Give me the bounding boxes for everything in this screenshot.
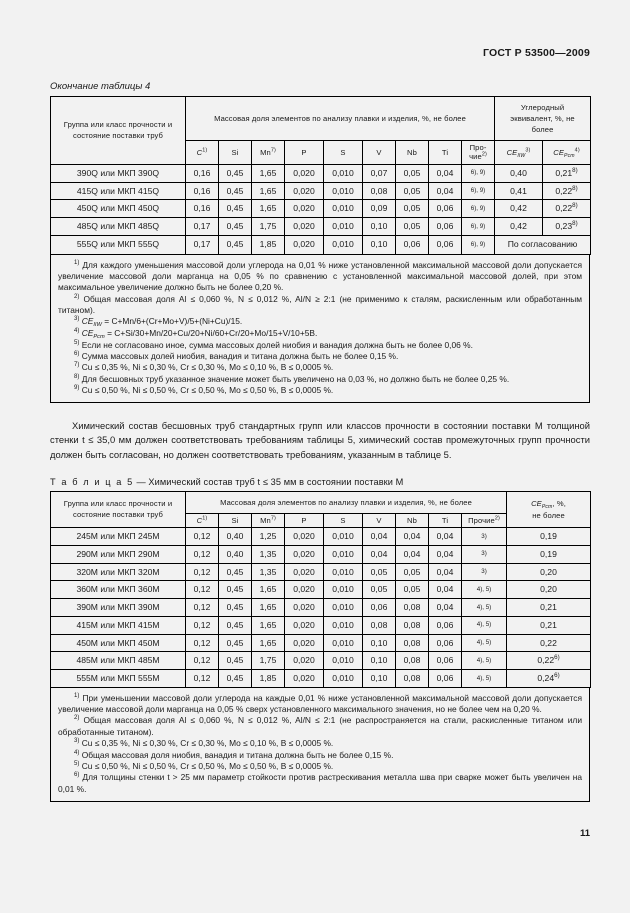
table-row [51,581,591,599]
table-row [51,652,591,670]
table4-subhead-si: Si [219,141,252,165]
table5-cell-c: 0,12 [186,670,219,688]
table4-cell-other: 6), 9) [462,218,495,236]
table5-cell-other: 3) [462,528,507,546]
table4-cell-nb: 0,05 [396,182,429,200]
table5-row-name: 415М или МКП 415М [51,616,186,634]
table5-cell-ce: 0,19 [507,545,591,563]
table5-row-name: 485М или МКП 485М [51,652,186,670]
table5-cell-mn: 1,75 [252,652,285,670]
table5-cell-v: 0,06 [363,599,396,617]
table5-col-massfraction-header: Массовая доля элементов по анализу плавки и изделия, %, не более [186,491,507,513]
table4-row-name: 415Q или МКП 415Q [51,182,186,200]
table5-cell-ce: 0,22$^{6)}$ [507,652,591,670]
table-row [51,528,591,546]
table5-cell-si: 0,45 [219,616,252,634]
table5-note-2: $^{2)}$ Общая массовая доля Al ≤ 0,060 %, N ≤ 0,012 %, Al/N ≤ 2:1 (не распространяется на стали, раскисленные титаном или обработанные титаном). [58,715,582,737]
table4-cell-v: 0,07 [363,164,396,182]
table4-cell-v: 0,09 [363,200,396,218]
table5-cell-mn: 1,35 [252,545,285,563]
table5-note-4: $^{4)}$ Общая массовая доля ниобия, ванадия и титана должна быть не более 0,15 %. [74,749,394,760]
table4-cell-c: 0,17 [186,218,219,236]
table5-cell-other: 4), 5) [462,599,507,617]
table5-cell-c: 0,12 [186,545,219,563]
table5-cell-s: 0,010 [324,634,363,652]
table5-cell-v: 0,10 [363,634,396,652]
table5-cell-v: 0,10 [363,652,396,670]
table4-note-7: $^{7)}$ Cu ≤ 0,35 %, Ni ≤ 0,30 %, Cr ≤ 0,30 %, Mo ≤ 0,10 %, B ≤ 0,0005 %. [74,362,334,373]
table5-cell-ce: 0,21 [507,599,591,617]
table5-cell-c: 0,12 [186,563,219,581]
table5-cell-ti: 0,06 [429,634,462,652]
table5-cell-si: 0,45 [219,599,252,617]
table5-cell-p: 0,020 [285,545,324,563]
table-row [51,218,591,236]
table5-cell-c: 0,12 [186,528,219,546]
table5-cell-other: 4), 5) [462,581,507,599]
table5-cell-ce: 0,20 [507,563,591,581]
table4-cell-ceiiw: 0,42 [495,200,543,218]
table5-row-name: 360М или МКП 360М [51,581,186,599]
table5-cell-s: 0,010 [324,545,363,563]
table5-cell-p: 0,020 [285,599,324,617]
table5-cell-other: 3) [462,563,507,581]
table5-cell-si: 0,45 [219,634,252,652]
table4-row-name: 485Q или МКП 485Q [51,218,186,236]
table5-notes [50,688,590,802]
table4-note-3: $^{3)}$ $CE_{IIW} = C+Mn/6+(Cr+Mo+V)/5+(Ni+Cu)/15$. [74,316,243,329]
table4-cell-s: 0,010 [324,164,363,182]
table5-cell-nb: 0,05 [396,563,429,581]
table4-cell-ceiiw: 0,41 [495,182,543,200]
table4-cell-p: 0,020 [285,182,324,200]
table5-cell-other: 3) [462,545,507,563]
table4-header-row-1 [51,97,591,141]
table4-cell-ti: 0,04 [429,182,462,200]
table5-cell-ce: 0,21 [507,616,591,634]
table4-cell-si: 0,45 [219,218,252,236]
table4-cell-other: 6), 9) [462,235,495,254]
table5-cell-v: 0,08 [363,616,396,634]
table5-cell-s: 0,010 [324,563,363,581]
table5-cell-s: 0,010 [324,581,363,599]
table5-col-carbonequiv-header: $CE_{Pcm}$, %, не более [507,491,591,527]
table5-subhead-c: $C^{1)}$ [186,513,219,527]
table5-cell-c: 0,12 [186,581,219,599]
table5-cell-mn: 1,65 [252,581,285,599]
table5-subhead-mn: Mn$^{7)}$ [252,513,285,527]
table5-cell-ti: 0,06 [429,652,462,670]
table4-col-carbonequiv-header: Углеродный эквивалент, %, не более [495,97,591,141]
table4-cell-other: 6), 9) [462,200,495,218]
table4-cell-si: 0,45 [219,200,252,218]
table5-cell-mn: 1,65 [252,634,285,652]
table5-cell-ti: 0,04 [429,545,462,563]
table5-row-name: 320М или МКП 320М [51,563,186,581]
table5-cell-ce: 0,22 [507,634,591,652]
table4-subhead-v: V [363,141,396,165]
table5-cell-mn: 1,85 [252,670,285,688]
table4-subhead-cepcm: $CE_{Pcm}^{4)}$ [543,141,591,165]
table5-cell-v: 0,05 [363,563,396,581]
table4-cell-nb: 0,05 [396,218,429,236]
table5-cell-ti: 0,06 [429,670,462,688]
table4-cell-s: 0,010 [324,182,363,200]
table5-subhead-ti: Ti [429,513,462,527]
table4-cell-ti: 0,04 [429,164,462,182]
table4-cell-cepcm: 0,23$^{8)}$ [543,218,591,236]
table4-subhead-nb: Nb [396,141,429,165]
table-row [51,599,591,617]
table5-cell-nb: 0,04 [396,528,429,546]
table5-cell-s: 0,010 [324,599,363,617]
table5-cell-si: 0,45 [219,581,252,599]
table4-col-group-header: Группа или класс прочности и состояние поставки труб [51,97,186,165]
table4-subhead-p: P [285,141,324,165]
table4-note-2: $^{2)}$ Общая массовая доля Al ≤ 0,060 %, N ≤ 0,012 %, Al/N ≥ 2:1 (не применимо к сталям, раскисленным или обработанным титаном). [58,293,583,315]
table4-note-5: $^{5)}$ Если не согласовано иное, сумма массовых долей ниобия и ванадия должна быть не более 0,06 %. [74,339,473,350]
table-row [51,235,591,254]
table4-cell-mn: 1,65 [252,182,285,200]
table-4 [50,96,591,255]
table4-subhead-other: Прочие$^{2)}$ [462,141,495,165]
table5-cell-p: 0,020 [285,652,324,670]
table5-cell-ti: 0,04 [429,563,462,581]
table4-cell-ti: 0,06 [429,235,462,254]
table5-cell-si: 0,40 [219,545,252,563]
table4-subhead-s: S [324,141,363,165]
table5-cell-v: 0,05 [363,581,396,599]
table5-cell-si: 0,45 [219,670,252,688]
table4-cell-s: 0,010 [324,218,363,236]
table4-row-name: 555Q или МКП 555Q [51,235,186,254]
table4-cell-ti: 0,06 [429,218,462,236]
table5-note-5: $^{5)}$ Cu ≤ 0,50 %, Ni ≤ 0,50 %, Cr ≤ 0,50 %, Mo ≤ 0,50 %, B ≤ 0,0005 %. [74,760,334,771]
table4-cell-c: 0,16 [186,164,219,182]
table-row [51,545,591,563]
table4-cell-mn: 1,65 [252,164,285,182]
table4-subhead-ceiiw: $CE_{IIW}^{3)}$ [495,141,543,165]
table5-cell-si: 0,45 [219,563,252,581]
table5-cell-c: 0,12 [186,652,219,670]
table5-cell-v: 0,04 [363,528,396,546]
standard-header: ГОСТ Р 53500—2009 [482,47,590,59]
table4-cell-mn: 1,85 [252,235,285,254]
table4-cell-v: 0,10 [363,235,396,254]
table4-cell-nb: 0,05 [396,164,429,182]
table4-cell-ti: 0,06 [429,200,462,218]
table4-cell-ce-merged: По согласованию [495,235,591,254]
table5-cell-v: 0,04 [363,545,396,563]
table5-subhead-si: Si [219,513,252,527]
table4-cell-si: 0,45 [219,235,252,254]
table4-cell-c: 0,16 [186,200,219,218]
table4-note-9: $^{9)}$ Cu ≤ 0,50 %, Ni ≤ 0,50 %, Cr ≤ 0,50 %, Mo ≤ 0,50 %, B ≤ 0,0005 %. [74,385,334,396]
table4-cell-mn: 1,65 [252,200,285,218]
table4-cell-cepcm: 0,21$^{8)}$ [543,164,591,182]
table4-notes [50,255,590,404]
table5-cell-nb: 0,08 [396,616,429,634]
table5-cell-other: 4), 5) [462,634,507,652]
table5-cell-c: 0,12 [186,599,219,617]
table5-row-name: 245М или МКП 245М [51,528,186,546]
table4-subhead-mn: Mn$^{7)}$ [252,141,285,165]
table5-subhead-p: P [285,513,324,527]
table5-cell-mn: 1,65 [252,616,285,634]
table4-cell-si: 0,45 [219,182,252,200]
table-row [51,200,591,218]
table-row [51,563,591,581]
table4-cell-s: 0,010 [324,200,363,218]
table4-note-6: $^{6)}$ Сумма массовых долей ниобия, ванадия и титана должна быть не более 0,15 %. [74,351,399,361]
table5-col-group-header: Группа или класс прочности и состояние поставки труб [51,491,186,527]
table5-caption: Т а б л и ц а 5 — Химический состав труб t ≤ 35 мм в состоянии поставки М [50,476,404,487]
table5-cell-ce: 0,19 [507,528,591,546]
table5-cell-s: 0,010 [324,652,363,670]
table5-cell-nb: 0,08 [396,652,429,670]
table4-row-name: 450Q или МКП 450Q [51,200,186,218]
table4-cell-nb: 0,05 [396,200,429,218]
table4-cell-si: 0,45 [219,164,252,182]
table5-cell-p: 0,020 [285,670,324,688]
table5-note-3: $^{3)}$ Cu ≤ 0,35 %, Ni ≤ 0,30 %, Cr ≤ 0,30 %, Mo ≤ 0,10 %, B ≤ 0,0005 %. [74,738,334,749]
table4-note-1: $^{1)}$ Для каждого уменьшения массовой доли углерода на 0,01 % ниже установленной максимальной массовой доли допускается увеличение массовой доли марганца на 0,05 % по сравнению с установленной максимальной массовой долей, при этом максимальное увеличение должно быть не более 0,20 %. [58,259,582,293]
table5-cell-other: 4), 5) [462,670,507,688]
table5-cell-nb: 0,08 [396,670,429,688]
table5-row-name: 555М или МКП 555М [51,670,186,688]
table4-row-name: 390Q или МКП 390Q [51,164,186,182]
table5-row-name: 390М или МКП 390М [51,599,186,617]
table5-cell-p: 0,020 [285,616,324,634]
table5-cell-other: 4), 5) [462,652,507,670]
table4-cell-v: 0,10 [363,218,396,236]
table5-cell-other: 4), 5) [462,616,507,634]
page-number: 11 [579,828,590,839]
table4-col-massfraction-header: Массовая доля элементов по анализу плавки и изделия, %, не более [186,97,495,141]
table5-cell-mn: 1,25 [252,528,285,546]
table5-row-name: 450М или МКП 450М [51,634,186,652]
table5-cell-c: 0,12 [186,634,219,652]
table5-cell-s: 0,010 [324,670,363,688]
table4-note-8: $^{8)}$ Для бесшовных труб указанное значение может быть увеличено на 0,03 %, но должно быть не более 0,25 %. [74,373,510,384]
table4-cell-other: 6), 9) [462,164,495,182]
table5-cell-si: 0,45 [219,652,252,670]
body-paragraph: Химический состав бесшовных труб стандартных групп или классов прочности в состоянии поставки М толщиной стенки t ≤ 35,0 мм должен соответствовать требованиям таблицы 5, химический состав промежуточных групп прочности должен быть согласован, но должен соответствовать требованиям, указанным в таблице 5. [50,420,590,460]
table4-cell-ceiiw: 0,42 [495,218,543,236]
table5-subhead-nb: Nb [396,513,429,527]
table4-continuation-label: Окончание таблицы 4 [50,81,151,92]
table4-cell-p: 0,020 [285,218,324,236]
table5-cell-p: 0,020 [285,634,324,652]
table4-cell-c: 0,16 [186,182,219,200]
table5-cell-p: 0,020 [285,581,324,599]
table5-cell-ti: 0,04 [429,528,462,546]
table5-cell-mn: 1,35 [252,563,285,581]
table4-cell-v: 0,08 [363,182,396,200]
table5-subhead-v: V [363,513,396,527]
table5-cell-si: 0,40 [219,528,252,546]
table5-subhead-other: Прочие$^{2)}$ [462,513,507,527]
table5-cell-ce: 0,20 [507,581,591,599]
table5-cell-ti: 0,04 [429,581,462,599]
table5-cell-mn: 1,65 [252,599,285,617]
table4-subhead-c: $C^{1)}$ [186,141,219,165]
table4-cell-ceiiw: 0,40 [495,164,543,182]
table4-cell-c: 0,17 [186,235,219,254]
table-row [51,164,591,182]
table5-cell-nb: 0,08 [396,634,429,652]
table-5 [50,491,591,688]
table5-cell-s: 0,010 [324,528,363,546]
table5-note-1: $^{1)}$ При уменьшении массовой доли углерода на каждые 0,01 % ниже установленной максимальной массовой доли допускается увеличение массовой доли марганца на 0,05 % сверх установленного максимального значения, но не более чем на 0,20 %. [58,692,582,715]
table4-cell-other: 6), 9) [462,182,495,200]
table5-header-row-1 [51,491,591,513]
table5-cell-nb: 0,05 [396,581,429,599]
table4-subhead-ti: Ti [429,141,462,165]
table5-cell-nb: 0,08 [396,599,429,617]
table4-cell-mn: 1,75 [252,218,285,236]
table5-cell-ti: 0,06 [429,616,462,634]
table4-cell-p: 0,020 [285,164,324,182]
table5-cell-v: 0,10 [363,670,396,688]
table5-cell-nb: 0,04 [396,545,429,563]
table5-cell-ce: 0,24$^{6)}$ [507,670,591,688]
table4-cell-s: 0,010 [324,235,363,254]
table5-cell-ti: 0,04 [429,599,462,617]
table4-cell-p: 0,020 [285,235,324,254]
table5-cell-c: 0,12 [186,616,219,634]
table4-cell-cepcm: 0,22$^{8)}$ [543,182,591,200]
table5-subhead-s: S [324,513,363,527]
table4-cell-p: 0,020 [285,200,324,218]
table-row [51,670,591,688]
table5-note-6: $^{6)}$ Для толщины стенки t > 25 мм параметр стойкости против растрескивания металла шва при сварке может быть увеличен на 0,01 %. [58,772,583,794]
table-row [51,616,591,634]
table5-cell-p: 0,020 [285,528,324,546]
table4-cell-nb: 0,06 [396,235,429,254]
table4-note-4: $^{4)}$ $CE_{Pcm} = C+Si/30+Mn/20+Cu/20+Ni/60+Cr/20+Mo/15+V/10+5B$. [74,327,318,340]
table5-cell-p: 0,020 [285,563,324,581]
table5-row-name: 290М или МКП 290М [51,545,186,563]
table4-cell-cepcm: 0,22$^{8)}$ [543,200,591,218]
table5-cell-s: 0,010 [324,616,363,634]
table-row [51,634,591,652]
table-row [51,182,591,200]
